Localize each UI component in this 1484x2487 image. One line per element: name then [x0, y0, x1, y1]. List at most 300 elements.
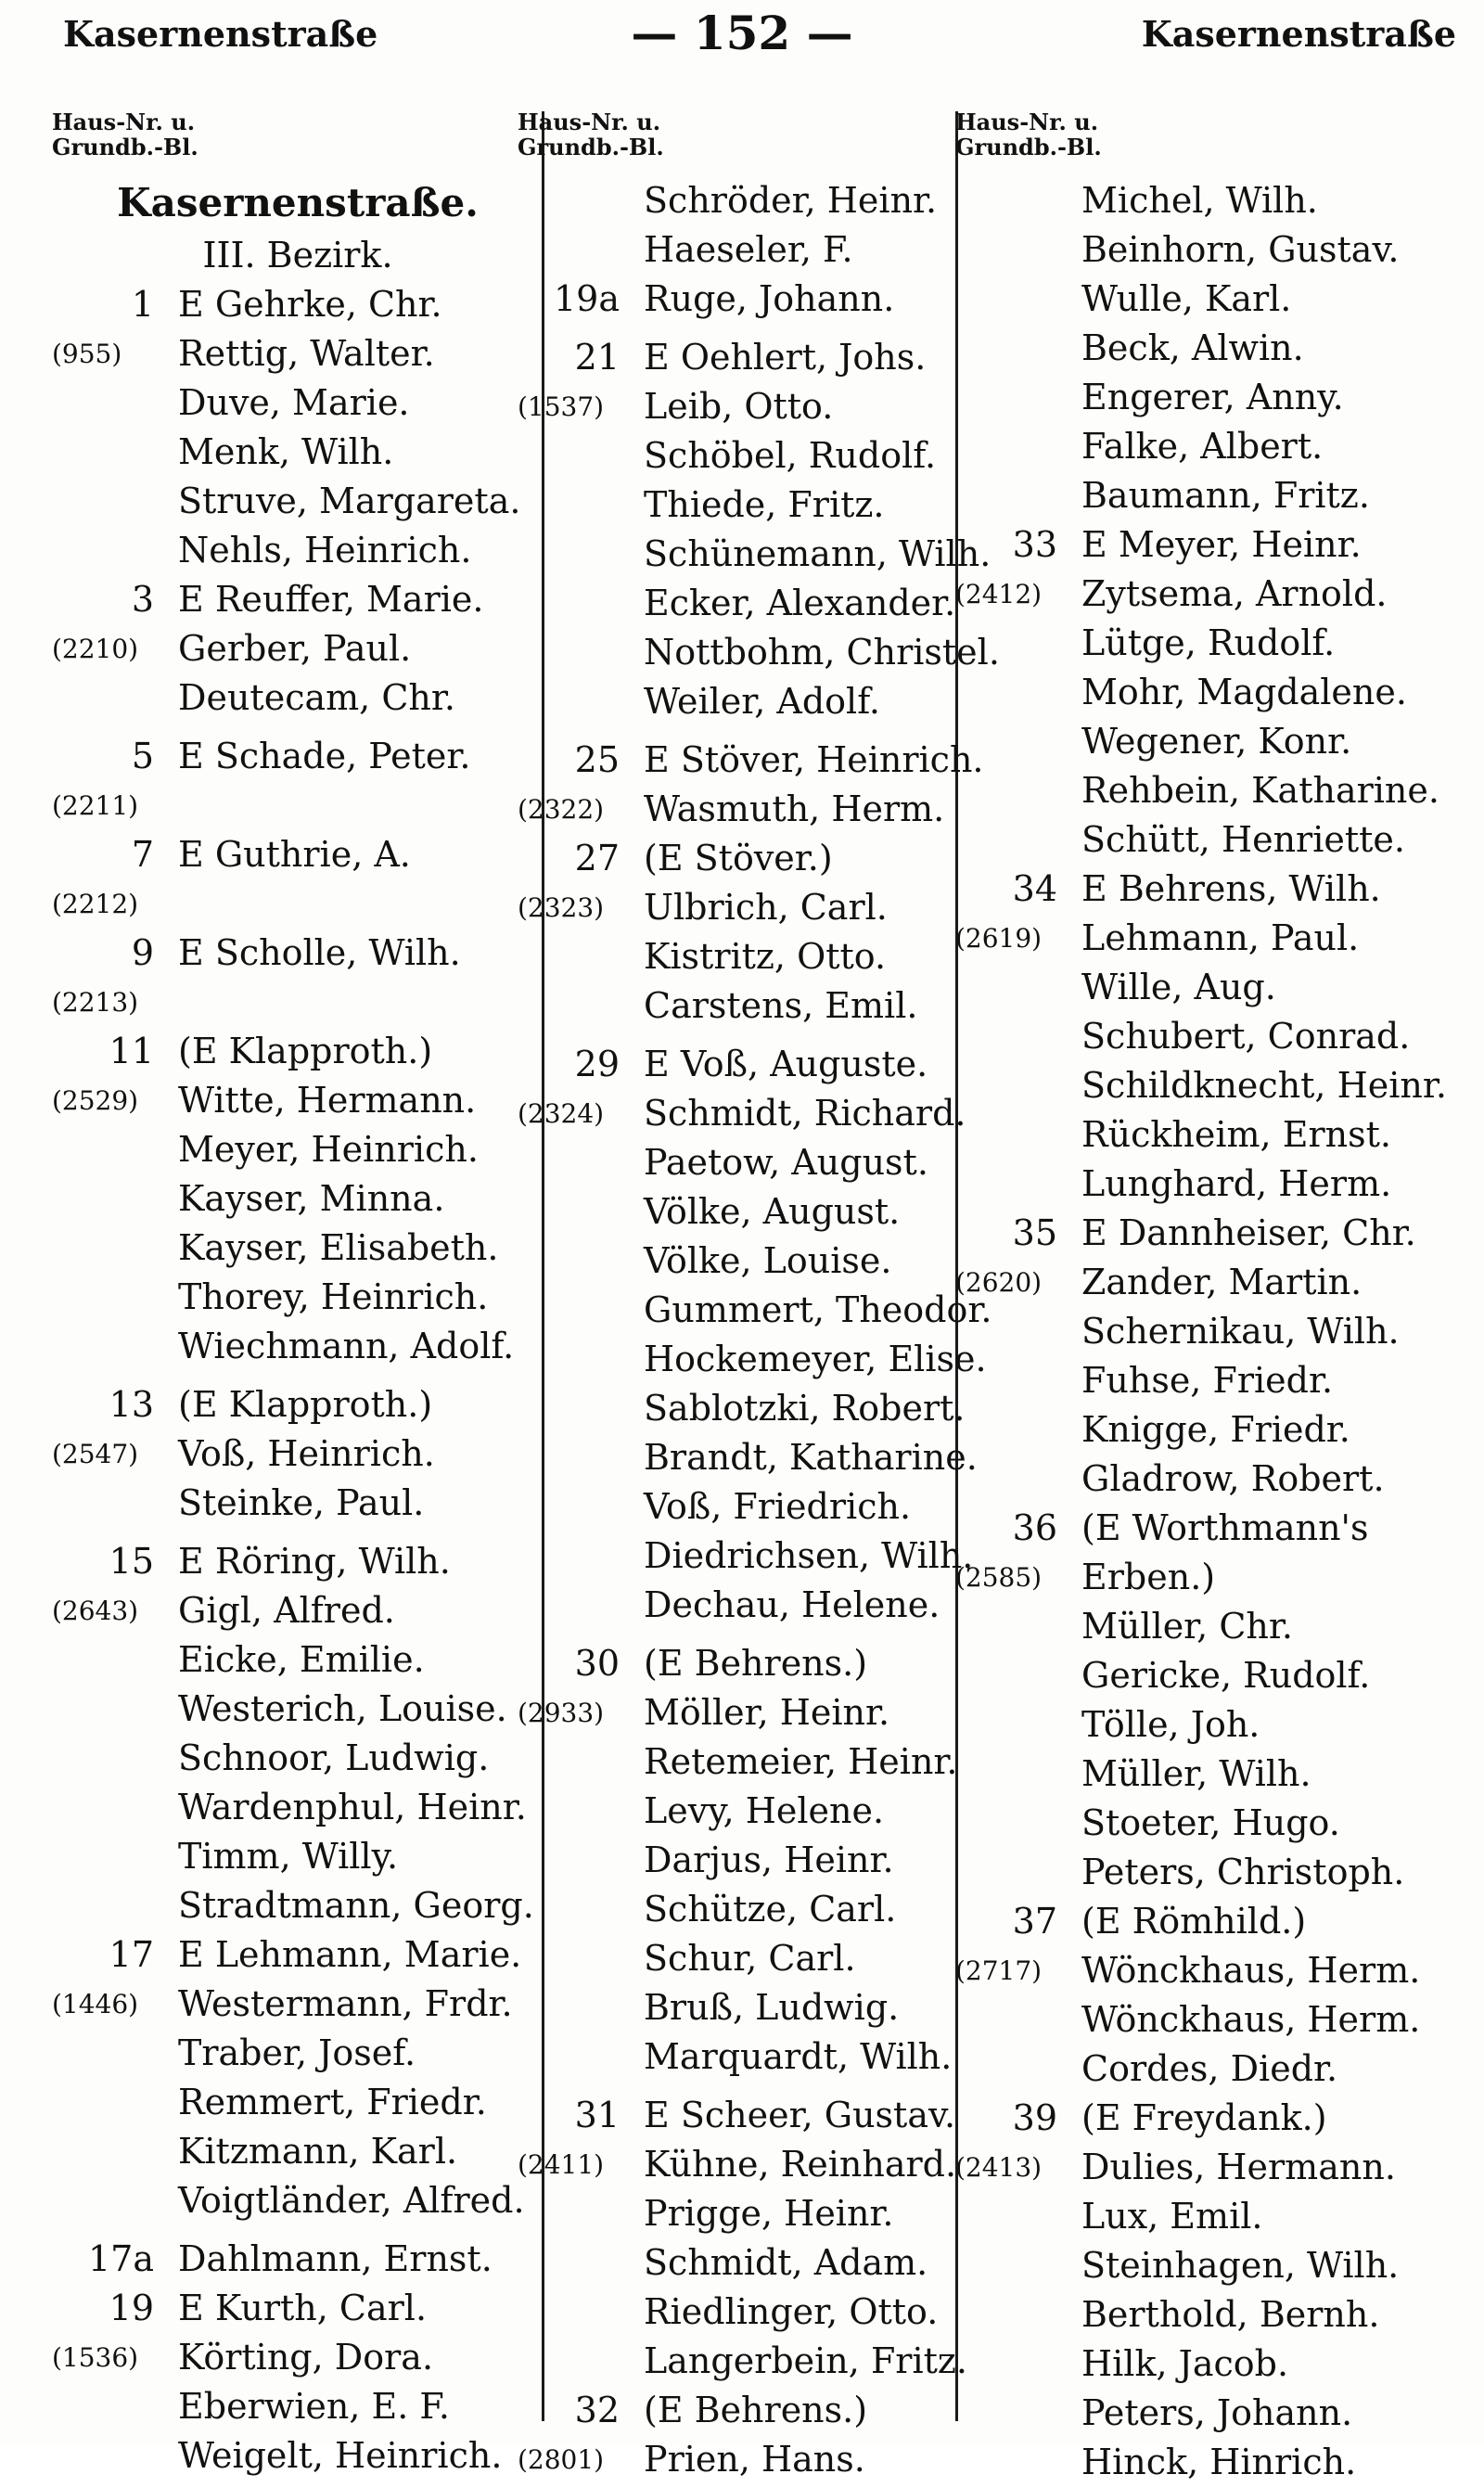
resident-name: E Gehrke, Chr.	[178, 284, 442, 325]
house-number: 11	[109, 1031, 154, 1071]
directory-entry	[955, 668, 1475, 717]
directory-entry	[955, 520, 1475, 570]
house-number: 13	[109, 1384, 154, 1425]
directory-entry	[52, 1881, 544, 1930]
land-register-number: (2529)	[52, 1085, 139, 1116]
resident-name: Tölle, Joh.	[1081, 1704, 1260, 1745]
directory-entry	[52, 879, 544, 929]
directory-entry	[955, 2192, 1475, 2241]
resident-name: Zytsema, Arnold.	[1081, 573, 1388, 614]
directory-entry	[955, 373, 1475, 422]
directory-entry	[955, 2340, 1475, 2389]
resident-name: Michel, Wilh.	[1081, 180, 1318, 221]
directory-entry	[518, 1089, 974, 1138]
resident-name: Lütge, Rudolf.	[1081, 622, 1336, 663]
directory-entry	[955, 1651, 1475, 1700]
house-number: 34	[1012, 868, 1057, 909]
house-number: 35	[1012, 1212, 1057, 1253]
land-register-number: (2643)	[52, 1596, 139, 1626]
resident-name: Witte, Hermann.	[178, 1080, 477, 1121]
directory-entry	[955, 1012, 1475, 1061]
directory-entry	[52, 673, 544, 723]
land-register-number: (2213)	[52, 987, 139, 1018]
directory-entry	[955, 815, 1475, 865]
resident-name: Körting, Dora.	[178, 2337, 434, 2378]
directory-entry	[52, 1685, 544, 1734]
land-register-number: (2211)	[52, 790, 139, 821]
house-number: 3	[131, 579, 154, 620]
land-register-number: (2585)	[955, 1562, 1043, 1593]
resident-name: Thiede, Fritz.	[644, 484, 885, 525]
resident-name: Müller, Wilh.	[1081, 1753, 1311, 1794]
resident-name: Cordes, Diedr.	[1081, 2048, 1338, 2089]
resident-name: Gericke, Rudolf.	[1081, 1655, 1371, 1696]
resident-name: Riedlinger, Otto.	[644, 2291, 939, 2332]
directory-entry	[518, 1836, 974, 1885]
house-number: 30	[574, 1643, 620, 1684]
directory-entry	[955, 914, 1475, 963]
house-number: 39	[1012, 2097, 1057, 2138]
directory-entry	[52, 830, 544, 879]
house-number: 19a	[553, 278, 620, 319]
directory-entry	[955, 2241, 1475, 2290]
land-register-number: (2412)	[955, 579, 1043, 609]
entry-list	[52, 280, 544, 2481]
directory-entry	[518, 1040, 974, 1089]
resident-name: Völke, Louise.	[644, 1240, 892, 1281]
house-number: 15	[109, 1541, 154, 1582]
land-register-number: (2801)	[518, 2444, 605, 2475]
resident-name: Schubert, Conrad.	[1081, 1016, 1411, 1057]
directory-entry	[52, 1429, 544, 1479]
resident-name: Duve, Marie.	[178, 382, 410, 423]
resident-name: Westermann, Frdr.	[178, 1983, 513, 2024]
directory-entry	[955, 2094, 1475, 2143]
directory-entry	[52, 1537, 544, 1586]
directory-entry	[52, 1783, 544, 1832]
house-number: 7	[131, 834, 154, 875]
directory-entry	[518, 382, 974, 431]
resident-name: Erben.)	[1081, 1557, 1216, 1597]
resident-name: Marquardt, Wilh.	[644, 2036, 953, 2077]
directory-entry	[955, 963, 1475, 1012]
house-number: 33	[1012, 524, 1057, 565]
directory-entry	[955, 1209, 1475, 1258]
resident-name: Kayser, Elisabeth.	[178, 1227, 499, 1268]
resident-name: Gladrow, Robert.	[1081, 1458, 1385, 1499]
resident-name: Wulle, Karl.	[1081, 278, 1292, 319]
directory-entry	[955, 1405, 1475, 1455]
directory-entry	[955, 2290, 1475, 2340]
directory-entry	[52, 575, 544, 624]
directory-entry	[52, 428, 544, 477]
resident-name: Stoeter, Hugo.	[1081, 1802, 1340, 1843]
resident-name: Levy, Helene.	[644, 1790, 885, 1831]
resident-name: Thorey, Heinrich.	[178, 1276, 489, 1317]
column-3	[955, 109, 1475, 2487]
directory-entry	[52, 2284, 544, 2333]
directory-entry	[518, 1433, 978, 1482]
resident-name: Rückheim, Ernst.	[1081, 1114, 1391, 1155]
directory-entry	[955, 275, 1475, 324]
directory-entry	[955, 1504, 1475, 1553]
resident-name: Hilk, Jacob.	[1081, 2343, 1289, 2384]
directory-entry	[52, 1980, 544, 2029]
directory-entry	[52, 2431, 544, 2481]
land-register-number: (955)	[52, 339, 122, 369]
directory-entry	[955, 1258, 1475, 1307]
resident-name: Steinke, Paul.	[178, 1482, 425, 1523]
land-register-number: (1536)	[52, 2342, 139, 2373]
entry-list	[955, 176, 1475, 2487]
resident-name: E Reuffer, Marie.	[178, 579, 484, 620]
house-number: 36	[1012, 1507, 1057, 1548]
resident-name: E Kurth, Carl.	[178, 2288, 428, 2328]
directory-entry	[52, 1380, 544, 1429]
directory-entry	[955, 1160, 1475, 1209]
directory-entry	[955, 717, 1475, 766]
resident-name: Knigge, Friedr.	[1081, 1409, 1350, 1450]
resident-name: Menk, Wilh.	[178, 431, 394, 472]
resident-name: (E Römhild.)	[1081, 1901, 1307, 1942]
resident-name: Timm, Willy.	[178, 1836, 399, 1877]
directory-entry	[955, 1946, 1475, 1995]
directory-entry	[518, 2288, 974, 2337]
resident-name: Prigge, Heinr.	[644, 2193, 894, 2234]
directory-entry	[955, 1553, 1475, 1602]
directory-entry	[52, 978, 544, 1027]
directory-entry	[518, 1384, 974, 1433]
directory-entry	[52, 378, 544, 428]
house-number: 32	[574, 2390, 620, 2430]
resident-name: Wasmuth, Herm.	[644, 788, 945, 829]
resident-name: (E Freydank.)	[1081, 2097, 1327, 2138]
directory-entry	[52, 1586, 544, 1635]
directory-entry	[52, 1174, 544, 1224]
directory-entry	[52, 329, 544, 378]
directory-entry	[955, 619, 1475, 668]
resident-name: Eicke, Emilie.	[178, 1639, 425, 1680]
directory-entry	[518, 1237, 974, 1286]
land-register-number: (2324)	[518, 1098, 605, 1129]
resident-name: E Oehlert, Johs.	[644, 337, 927, 378]
resident-name: Dulies, Hermann.	[1081, 2147, 1396, 2187]
resident-name: E Schade, Peter.	[178, 736, 471, 776]
resident-name: Diedrichsen, Wilh.	[644, 1535, 974, 1576]
resident-name: Schernikau, Wilh.	[1081, 1311, 1400, 1352]
directory-entry	[955, 865, 1475, 914]
resident-name: (E Stöver.)	[644, 838, 833, 878]
resident-name: Kayser, Minna.	[178, 1178, 445, 1219]
directory-entry	[955, 2438, 1475, 2487]
resident-name: (E Klapproth.)	[178, 1384, 433, 1425]
resident-name: Haeseler, F.	[644, 229, 853, 270]
directory-entry	[52, 1832, 544, 1881]
directory-entry	[52, 1479, 544, 1528]
directory-entry	[955, 1061, 1475, 1110]
resident-name: Beck, Alwin.	[1081, 327, 1304, 368]
resident-name: Westerich, Louise.	[178, 1688, 507, 1729]
directory-entry	[518, 481, 974, 530]
house-number: 37	[1012, 1901, 1057, 1942]
directory-entry	[52, 1273, 544, 1322]
resident-name: Fuhse, Friedr.	[1081, 1360, 1334, 1401]
directory-entry	[52, 781, 544, 830]
resident-name: Mohr, Magdalene.	[1081, 672, 1407, 712]
street-heading: Kasernenstraße.	[117, 180, 479, 225]
running-head-left: Kasernenstraße	[63, 13, 378, 55]
house-number: 21	[574, 337, 620, 378]
directory-entry	[955, 324, 1475, 373]
land-register-number: (2547)	[52, 1439, 139, 1469]
directory-entry	[518, 2189, 974, 2238]
directory-entry	[518, 1934, 974, 1983]
directory-entry	[52, 624, 544, 673]
resident-name: Dahlmann, Ernst.	[178, 2238, 493, 2279]
resident-name: Voß, Friedrich.	[644, 1486, 912, 1527]
directory-entry	[518, 225, 974, 275]
resident-name: Schur, Carl.	[644, 1938, 856, 1979]
directory-entry	[955, 1897, 1475, 1946]
directory-entry	[52, 1224, 544, 1273]
directory-entry	[955, 1995, 1475, 2045]
directory-entry	[518, 333, 974, 382]
resident-name: Nehls, Heinrich.	[178, 530, 472, 570]
resident-name: E Meyer, Heinr.	[1081, 524, 1362, 565]
resident-name: Berthold, Bernh.	[1081, 2294, 1380, 2335]
column-header: Haus-Nr. u. Grundb.-Bl.	[52, 109, 198, 160]
house-number: 5	[131, 736, 154, 776]
directory-entry	[518, 628, 1000, 677]
directory-entry	[52, 2029, 544, 2078]
directory-entry	[52, 2127, 544, 2176]
directory-entry	[955, 1110, 1475, 1160]
directory-entry	[52, 2176, 544, 2225]
land-register-number: (1537)	[518, 391, 605, 422]
resident-name: Deutecam, Chr.	[178, 677, 455, 718]
resident-name: Stradtmann, Georg.	[178, 1885, 534, 1926]
directory-entry	[52, 929, 544, 978]
land-register-number: (2413)	[955, 2152, 1043, 2183]
resident-name: Wönckhaus, Herm.	[1081, 1999, 1421, 2040]
directory-entry	[518, 785, 974, 834]
resident-name: Dechau, Helene.	[644, 1584, 940, 1625]
directory-entry	[518, 736, 984, 785]
directory-entry	[518, 1286, 992, 1335]
directory-entry	[955, 471, 1475, 520]
resident-name: Kitzmann, Karl.	[178, 2131, 458, 2172]
land-register-number: (1446)	[52, 1989, 139, 2019]
directory-entry	[52, 2333, 544, 2382]
directory-entry	[955, 422, 1475, 471]
resident-name: Hinck, Hinrich.	[1081, 2442, 1357, 2482]
resident-name: Wille, Aug.	[1081, 967, 1276, 1007]
directory-entry	[518, 1983, 974, 2032]
resident-name: Langerbein, Fritz.	[644, 2340, 967, 2381]
resident-name: Weiler, Adolf.	[644, 681, 880, 722]
directory-entry	[955, 225, 1475, 275]
directory-entry	[52, 2078, 544, 2127]
resident-name: Schildknecht, Heinr.	[1081, 1065, 1447, 1106]
land-register-number: (2620)	[955, 1267, 1043, 1298]
resident-name: Peters, Johann.	[1081, 2392, 1353, 2433]
directory-entry	[518, 1581, 974, 1630]
house-number: 9	[131, 932, 154, 973]
resident-name: Leib, Otto.	[644, 386, 834, 427]
resident-name: E Scholle, Wilh.	[178, 932, 461, 973]
directory-entry	[52, 1635, 544, 1685]
directory-entry	[955, 1750, 1475, 1799]
directory-entry	[518, 932, 974, 981]
resident-name: Baumann, Fritz.	[1081, 475, 1370, 516]
resident-name: E Röring, Wilh.	[178, 1541, 451, 1582]
resident-name: Remmert, Friedr.	[178, 2082, 487, 2122]
resident-name: Zander, Martin.	[1081, 1262, 1362, 1302]
directory-entry	[518, 176, 974, 225]
directory-entry	[52, 2382, 544, 2431]
directory-entry	[518, 1688, 974, 1737]
directory-entry	[518, 2435, 974, 2484]
directory-entry	[518, 2238, 974, 2288]
land-register-number: (2933)	[518, 1698, 605, 1728]
house-number: 25	[574, 739, 620, 780]
resident-name: Beinhorn, Gustav.	[1081, 229, 1400, 270]
resident-name: Peters, Christoph.	[1081, 1852, 1405, 1892]
resident-name: E Dannheiser, Chr.	[1081, 1212, 1416, 1253]
resident-name: Eberwien, E. F.	[178, 2386, 450, 2427]
resident-name: E Scheer, Gustav.	[644, 2095, 956, 2135]
resident-name: Weigelt, Heinrich.	[178, 2435, 503, 2476]
house-number: 17a	[87, 2238, 154, 2279]
resident-name: Brandt, Katharine.	[644, 1437, 978, 1478]
directory-entry	[955, 1700, 1475, 1750]
directory-entry	[518, 2337, 974, 2386]
directory-entry	[52, 280, 544, 329]
resident-name: Schöbel, Rudolf.	[644, 435, 937, 476]
resident-name: Schünemann, Wilh.	[644, 533, 991, 574]
resident-name: Lehmann, Paul.	[1081, 917, 1360, 958]
directory-entry	[518, 579, 974, 628]
directory-entry	[518, 2140, 974, 2189]
resident-name: Lux, Emil.	[1081, 2196, 1263, 2237]
resident-name: Lunghard, Herm.	[1081, 1163, 1392, 1204]
house-number: 27	[574, 838, 620, 878]
directory-entry	[518, 1787, 974, 1836]
directory-entry	[52, 1930, 544, 1980]
directory-entry	[52, 1734, 544, 1783]
resident-name: Ecker, Alexander.	[644, 583, 956, 623]
directory-entry	[518, 1482, 974, 1532]
column-header: Haus-Nr. u. Grundb.-Bl.	[955, 109, 1102, 160]
resident-name: Schütze, Carl.	[644, 1889, 897, 1929]
resident-name: Traber, Josef.	[178, 2032, 416, 2073]
directory-entry	[52, 1076, 544, 1125]
resident-name: Rettig, Walter.	[178, 333, 435, 374]
land-register-number: (2411)	[518, 2149, 605, 2180]
land-register-number: (2323)	[518, 892, 605, 923]
resident-name: Schmidt, Richard.	[644, 1093, 966, 1134]
resident-name: Schütt, Henriette.	[1081, 819, 1405, 860]
resident-name: Darjus, Heinr.	[644, 1840, 894, 1880]
directory-entry	[52, 1125, 544, 1174]
directory-entry	[52, 526, 544, 575]
directory-entry	[518, 431, 974, 481]
directory-entry	[955, 570, 1475, 619]
resident-name: Prien, Hans.	[644, 2439, 865, 2480]
directory-entry	[955, 2045, 1475, 2094]
directory-entry	[52, 2235, 544, 2284]
house-number: 17	[109, 1934, 154, 1975]
directory-entry	[955, 1848, 1475, 1897]
directory-entry	[955, 2389, 1475, 2438]
resident-name: Gerber, Paul.	[178, 628, 412, 669]
directory-entry	[518, 677, 974, 726]
resident-name: Carstens, Emil.	[644, 985, 918, 1026]
resident-name: E Stöver, Heinrich.	[644, 739, 984, 780]
directory-entry	[518, 883, 974, 932]
directory-entry	[518, 981, 974, 1031]
resident-name: Wiechmann, Adolf.	[178, 1326, 515, 1366]
resident-name: Wegener, Konr.	[1081, 721, 1352, 762]
directory-entry	[518, 1885, 974, 1934]
resident-name: Falke, Albert.	[1081, 426, 1324, 467]
page-number: — 152 —	[631, 6, 853, 60]
resident-name: E Lehmann, Marie.	[178, 1934, 522, 1975]
directory-entry	[518, 1639, 974, 1688]
directory-entry	[52, 1027, 544, 1076]
directory-entry	[518, 275, 974, 324]
resident-name: Struve, Margareta.	[178, 481, 521, 521]
directory-entry	[52, 1322, 544, 1371]
land-register-number: (2619)	[955, 923, 1043, 954]
directory-entry	[518, 1335, 987, 1384]
resident-name: Paetow, August.	[644, 1142, 928, 1183]
directory-entry	[955, 1356, 1475, 1405]
directory-entry	[518, 2032, 974, 2082]
resident-name: Schnoor, Ludwig.	[178, 1737, 490, 1778]
directory-entry	[518, 1737, 974, 1787]
directory-entry	[518, 834, 974, 883]
resident-name: Nottbohm, Christel.	[644, 632, 1000, 673]
resident-name: Schröder, Heinr.	[644, 180, 938, 221]
directory-entry	[518, 1532, 974, 1581]
directory-entry	[955, 1602, 1475, 1651]
district-heading: III. Bezirk.	[202, 235, 393, 276]
column-header: Haus-Nr. u. Grundb.-Bl.	[518, 109, 664, 160]
house-number: 29	[574, 1044, 620, 1084]
directory-entry	[955, 766, 1475, 815]
resident-name: Schmidt, Adam.	[644, 2242, 928, 2283]
resident-name: Bruß, Ludwig.	[644, 1987, 900, 2028]
directory-entry	[955, 1799, 1475, 1848]
resident-name: Meyer, Heinrich.	[178, 1129, 479, 1170]
land-register-number: (2322)	[518, 794, 605, 825]
resident-name: Gummert, Theodor.	[644, 1289, 992, 1330]
land-register-number: (2212)	[52, 889, 139, 919]
resident-name: (E Klapproth.)	[178, 1031, 433, 1071]
resident-name: Kistritz, Otto.	[644, 936, 887, 977]
resident-name: Sablotzki, Robert.	[644, 1388, 966, 1429]
resident-name: Völke, August.	[644, 1191, 901, 1232]
house-number: 1	[131, 284, 154, 325]
resident-name: E Behrens, Wilh.	[1081, 868, 1381, 909]
directory-entry	[955, 2143, 1475, 2192]
directory-entry	[52, 732, 544, 781]
resident-name: Rehbein, Katharine.	[1081, 770, 1439, 811]
resident-name: Steinhagen, Wilh.	[1081, 2245, 1400, 2286]
directory-entry	[518, 1187, 974, 1237]
directory-entry	[518, 2091, 974, 2140]
